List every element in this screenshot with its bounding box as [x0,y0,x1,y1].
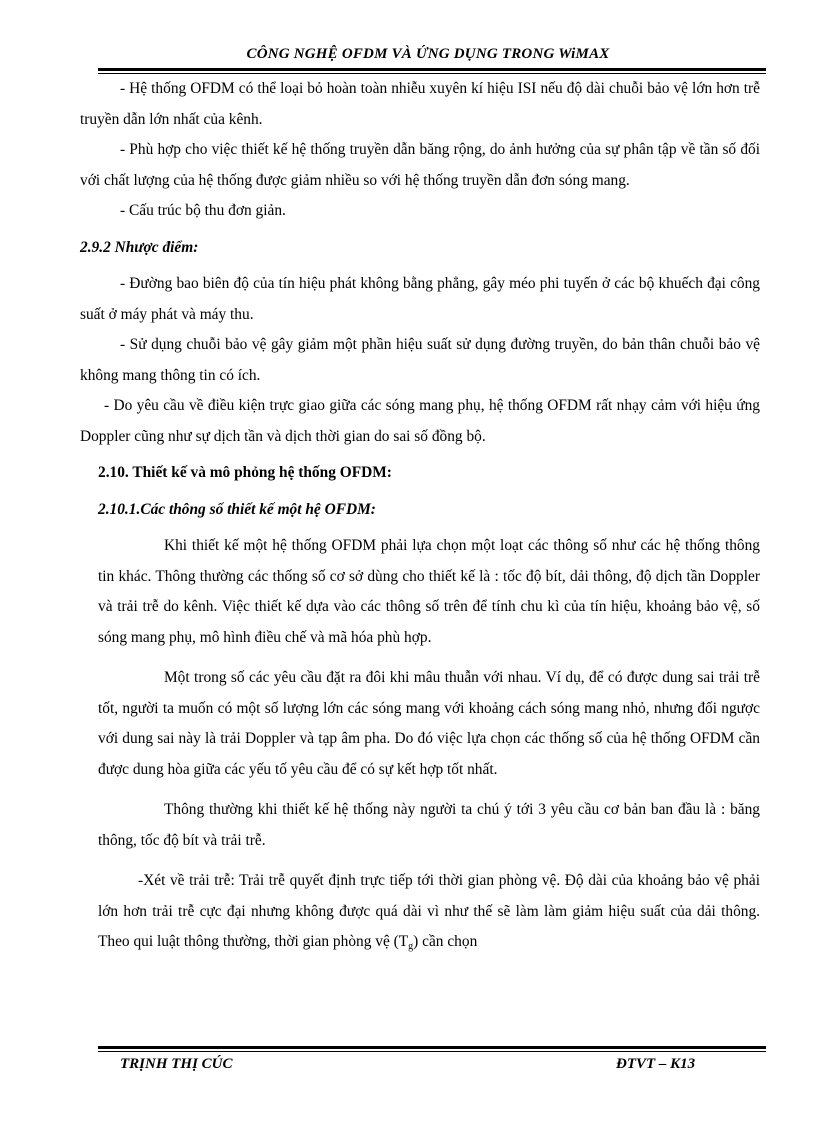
paragraph-advantage-broadband: - Phù hợp cho việc thiết kế hệ thống truyền dẫn băng rộng, do ảnh hưởng của sự phân tập về tần số đối với chất lượng của hệ thống được giảm nhiều so với hệ thống truyền dẫn đơn sóng mang. [80,141,760,189]
footer-rule-thin [98,1051,766,1052]
heading-2-9-2: 2.9.2 Nhược điểm: [80,238,199,256]
paragraph-delay-spread-text: -Xét về trải trễ: Trải trễ quyết định trực tiếp tới thời gian phòng vệ. Độ dài của khoảng bảo vệ phải lớn hơn trải trễ cực đại nhưng không được quá dài vì như thế sẽ làm làm giảm hiệu suất của dải thông. Theo qui luật thông thường, thời gian phòng vệ (T [98,872,760,950]
heading-2-10: 2.10. Thiết kế và mô phỏng hệ thống OFDM: [98,464,392,481]
footer-author: TRỊNH THỊ CÚC [120,1056,233,1072]
paragraph-advantage-isi: - Hệ thống OFDM có thể loại bỏ hoàn toàn nhiễu xuyên kí hiệu ISI nếu độ dài chuỗi bảo vệ lớn hơn trễ truyền dẫn lớn nhất của kênh. [80,80,760,128]
paragraph-design-params: Khi thiết kế một hệ thống OFDM phải lựa chọn một loạt các thông số như các hệ thống thông tin khác. Thông thường các thống số cơ sở dùng cho thiết kế là : tốc độ bít, dải thông, độ dịch tần Doppler và trải trễ do kênh. Việc thiết kế dựa vào các thông số trên để tính chu kì của tín hiệu, khoảng bảo vệ, số sóng mang phụ, mô hình điều chế và mã hóa phù hợp. [98,537,760,646]
tg-subscript: g [408,941,414,952]
paragraph-delay-spread-end: ) cần chọn [413,933,478,950]
footer-class: ĐTVT – K13 [616,1056,696,1072]
footer-rule-thick [98,1046,766,1049]
paragraph-disadvantage-guard: - Sử dụng chuỗi bảo vệ gây giảm một phần hiệu suất sử dụng đường truyền, do bản thân chuỗi bảo vệ không mang thông tin có ích. [80,336,760,384]
page-header-title: CÔNG NGHỆ OFDM VÀ ỨNG DỤNG TRONG WiMAX [246,46,610,62]
paragraph-advantage-receiver: - Cấu trúc bộ thu đơn giản. [120,202,286,219]
paragraph-delay-spread [80,866,760,963]
header-rule-thick [98,68,766,71]
paragraph-disadvantage-doppler: - Do yêu cầu về điều kiện trực giao giữa các sóng mang phụ, hệ thống OFDM rất nhạy cảm với hiệu ứng Doppler cũng như sự dịch tần và dịch thời gian do sai số đồng bộ. [80,397,760,445]
paragraph-conflicting-reqs: Một trong số các yêu cầu đặt ra đôi khi mâu thuẫn với nhau. Ví dụ, để có được dung sai trải trễ tốt, người ta muốn có một số lượng lớn các sóng mang với khoảng cách sóng mang nhỏ, nhưng đối ngược với dung sai này là trải Doppler và tạp âm pha. Do đó việc lựa chọn các thống số của hệ thống OFDM cần được dung hòa giữa các yếu tố yêu cầu để có sự kết hợp tốt nhất. [98,669,760,778]
paragraph-three-reqs: Thông thường khi thiết kế hệ thống này người ta chú ý tới 3 yêu cầu cơ bản ban đầu là : băng thông, tốc độ bít và trải trễ. [98,801,760,849]
paragraph-disadvantage-envelope: - Đường bao biên độ của tín hiệu phát không bằng phẳng, gây méo phi tuyến ở các bộ khuếch đại công suất ở máy phát và máy thu. [80,275,760,323]
heading-2-10-1: 2.10.1.Các thông số thiết kế một hệ OFDM: [98,500,376,518]
page-content [80,74,760,963]
